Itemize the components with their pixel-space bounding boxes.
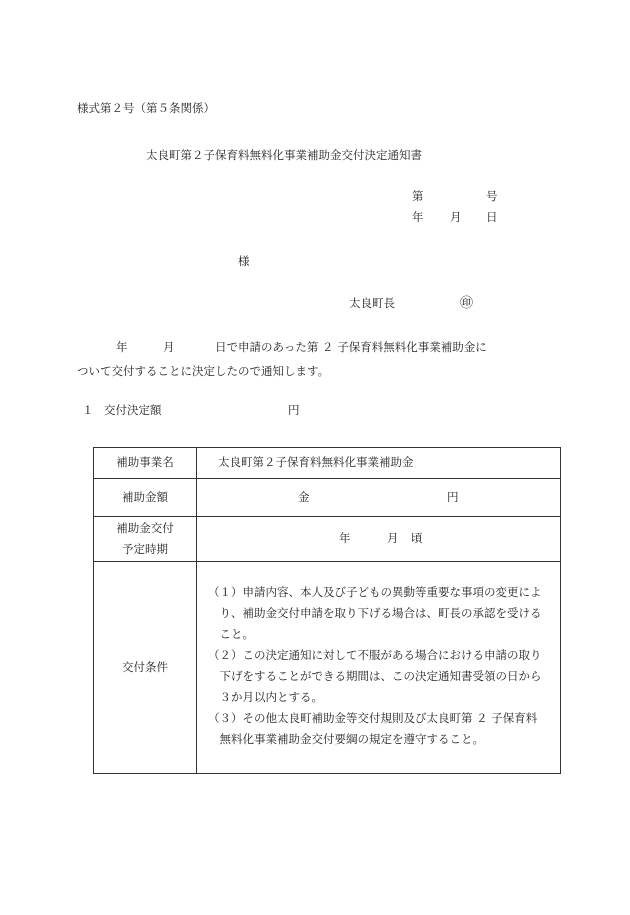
schedule-month: 月 <box>387 531 399 545</box>
condition-line: こと。 <box>208 627 254 641</box>
form-number: 様式第２号（第５条関係） <box>77 101 215 115</box>
condition-line: 下げをすることができる期間は、この決定通知書受領の日から <box>208 669 542 683</box>
row-label: 補助金交付 予定時期 <box>94 517 197 562</box>
amount-value-cell <box>197 479 561 517</box>
doc-number-prefix: 第 <box>412 189 424 203</box>
schedule-approx: 頃 <box>411 531 423 545</box>
seal-mark: ㊞ <box>460 296 474 311</box>
condition-line: ３か月以内とする。 <box>208 690 323 704</box>
body-month: 月 <box>163 340 175 354</box>
section1-unit: 円 <box>288 403 300 417</box>
condition-line: （１）申請内容、本人及び子どもの異動等重要な事項の変更によ <box>208 585 542 599</box>
schedule-year: 年 <box>339 531 351 545</box>
document-title: 太良町第２子保育料無料化事業補助金交付決定通知書 <box>146 148 422 162</box>
condition-line: （２）この決定通知に対して不服がある場合における申請の取り <box>208 648 542 662</box>
body-year: 年 <box>116 340 128 354</box>
table-row <box>94 562 561 774</box>
row-label: 補助事業名 <box>94 448 197 479</box>
section1-label: 交付決定額 <box>104 403 162 417</box>
doc-date-day: 日 <box>486 210 498 224</box>
table-row <box>94 479 561 517</box>
table-row <box>94 448 561 479</box>
amount-prefix: 金 <box>298 490 310 504</box>
project-name-value: 太良町第２子保育料無料化事業補助金 <box>197 448 561 479</box>
table-row <box>94 517 561 562</box>
recipient-honorific: 様 <box>238 254 250 268</box>
body-line2: ついて交付することに決定したので通知します。 <box>77 364 330 378</box>
row-label: 交付条件 <box>94 562 197 774</box>
body-line1: 日で申請のあった第 ２ 子保育料無料化事業補助金に <box>215 340 487 354</box>
amount-unit: 円 <box>447 490 459 504</box>
grant-details-table <box>93 447 561 774</box>
condition-line: （３）その他太良町補助金等交付規則及び太良町第 ２ 子保育料 <box>208 711 538 725</box>
row-label: 補助金額 <box>94 479 197 517</box>
section1-number: １ <box>82 403 94 417</box>
conditions-cell <box>197 562 561 774</box>
doc-number-suffix: 号 <box>486 189 498 203</box>
doc-date-year: 年 <box>412 210 424 224</box>
condition-line: 無料化事業補助金交付要綱の規定を遵守すること。 <box>208 732 484 746</box>
sender-name: 太良町長 <box>349 296 395 310</box>
doc-date-month: 月 <box>450 210 462 224</box>
condition-line: り、補助金交付申請を取り下げる場合は、町長の承認を受ける <box>208 606 542 620</box>
schedule-value-cell <box>197 517 561 562</box>
